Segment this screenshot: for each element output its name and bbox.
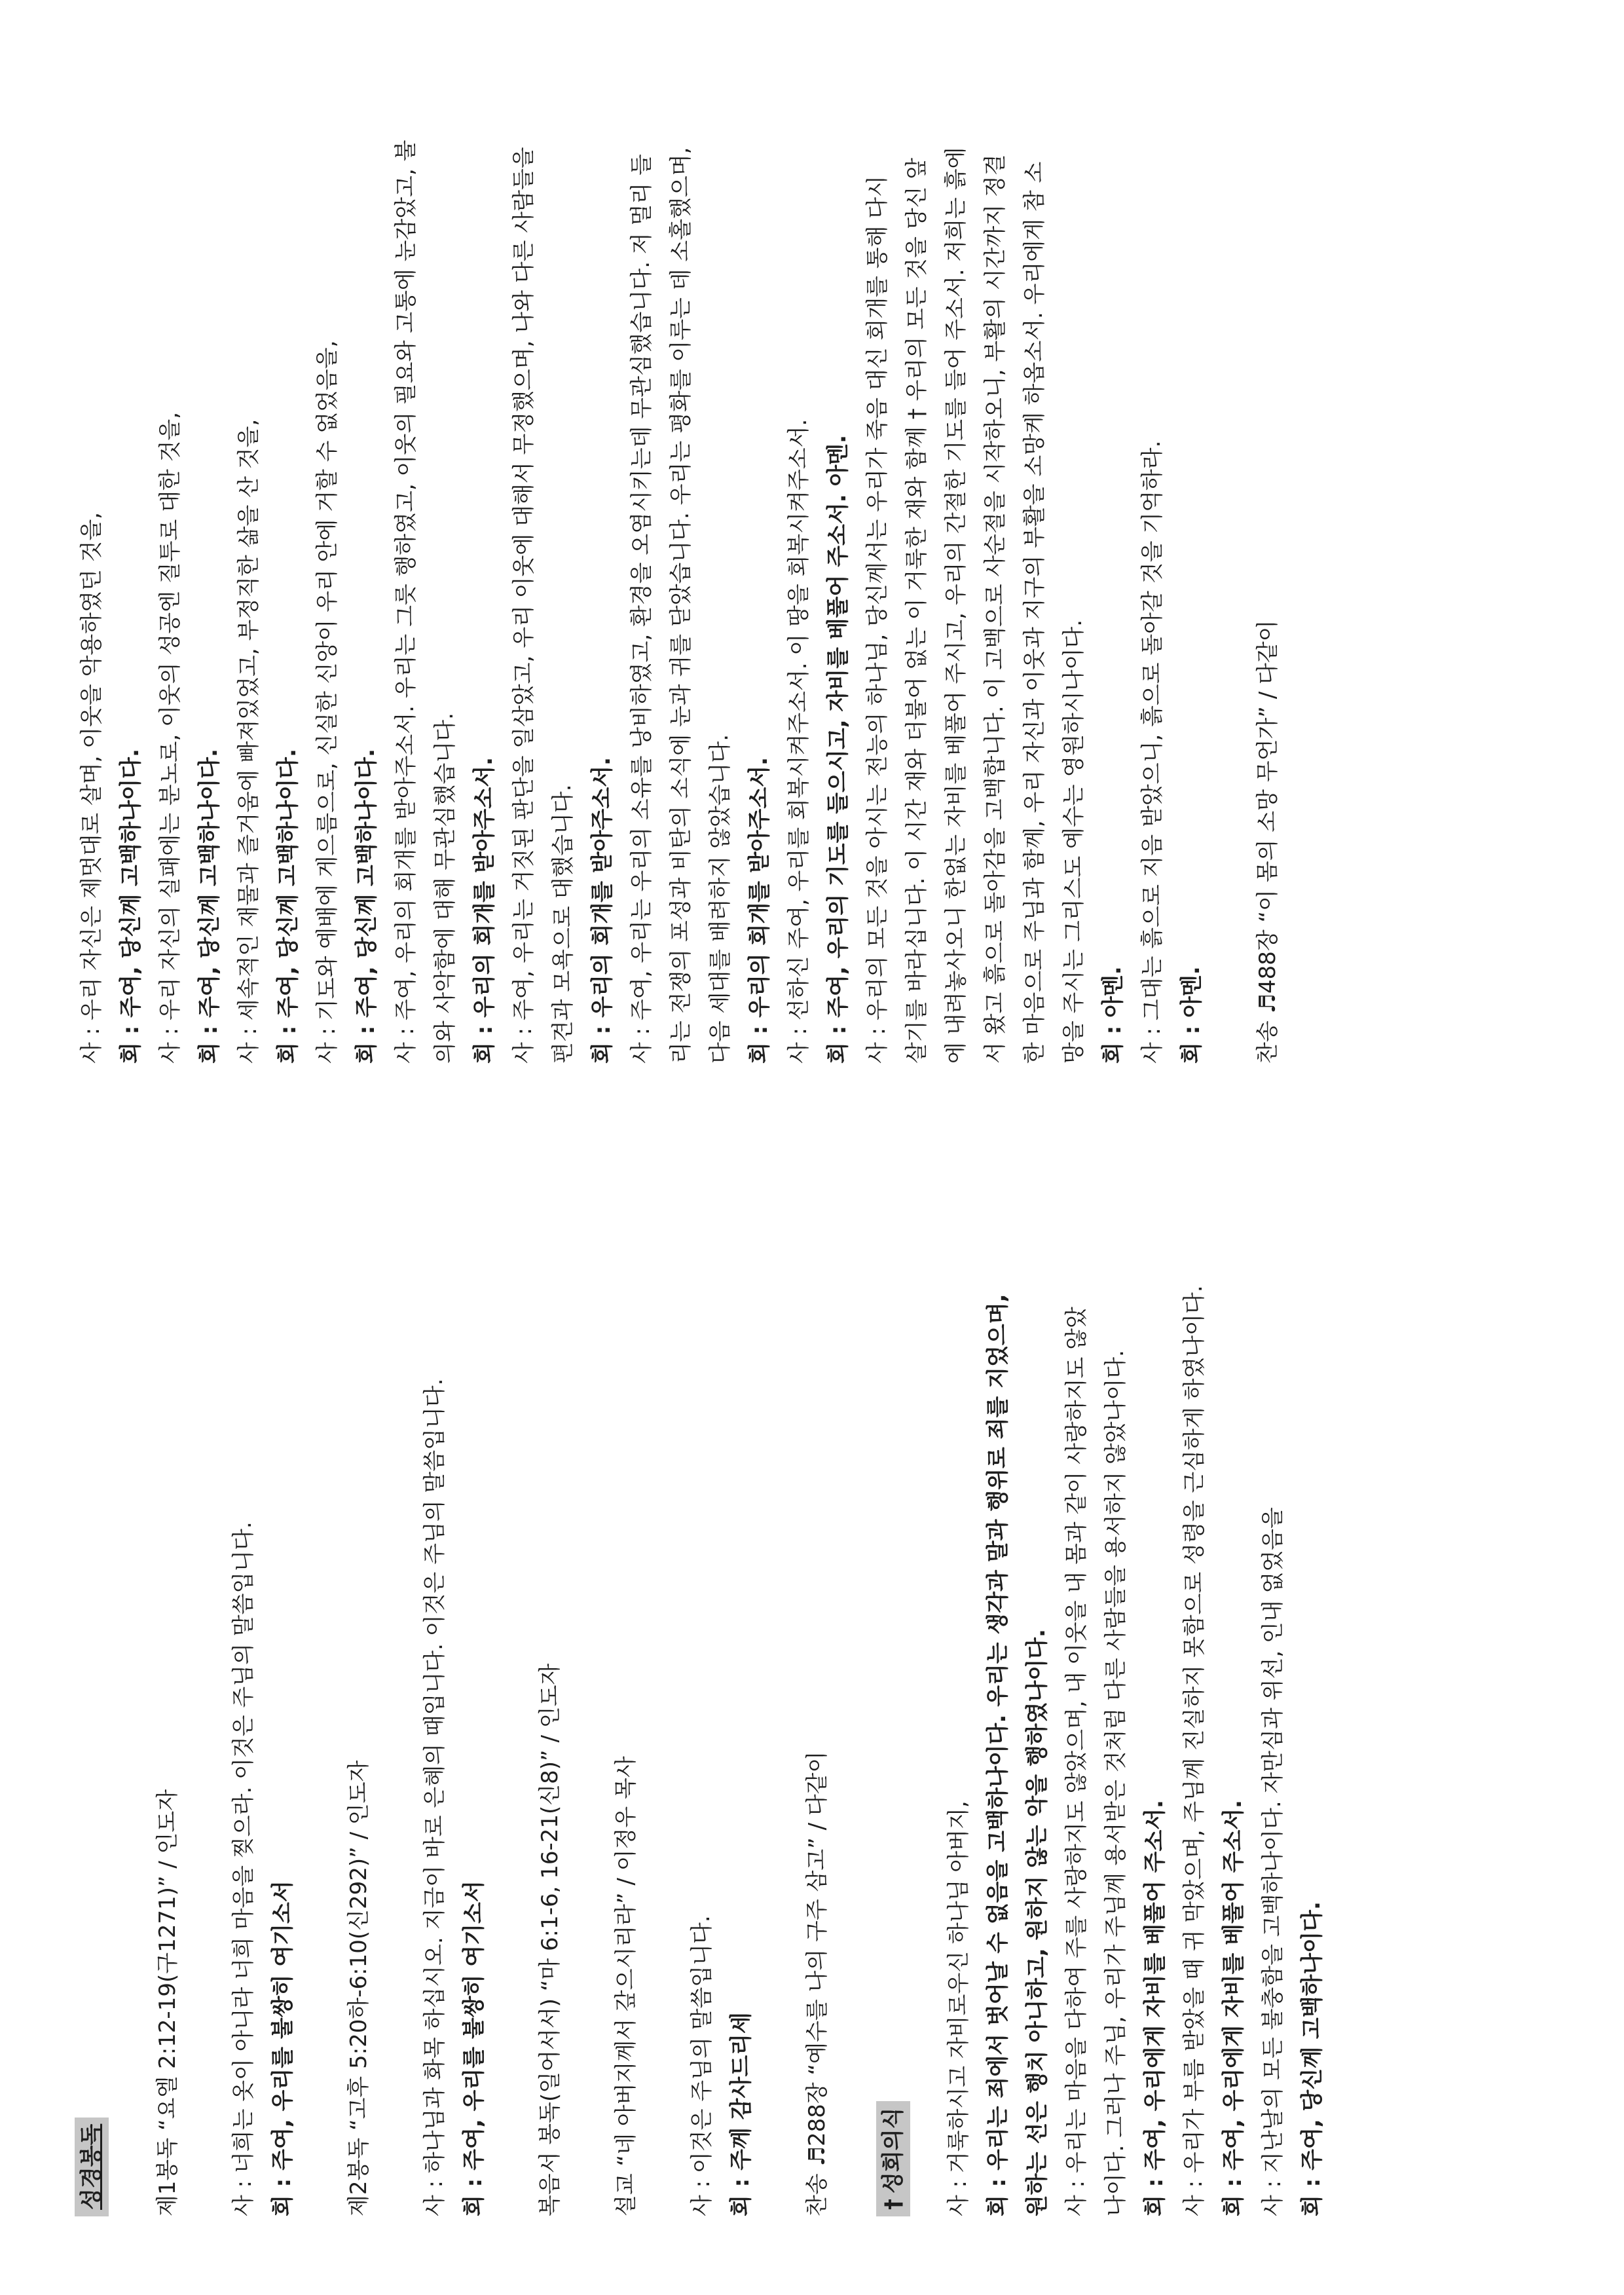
confession-line: 회 : 주여, 우리의 기도를 들으시고, 자비를 베풀어 주소서. 아멘. bbox=[825, 434, 851, 1064]
right-column bbox=[72, 42, 1287, 1064]
rite-line: 회 : 주여, 우리에게 자비를 베풀어 주소서. bbox=[1221, 1800, 1247, 2216]
rite-line: 사 : 우리는 마음을 다하여 주를 사랑하지도 않았으며, 내 이웃을 내 몸과 같이 사랑하지도 않았 bbox=[1063, 1307, 1090, 2216]
section-heading-ash-rite-label: 성회의식 bbox=[880, 2107, 906, 2193]
section-heading-ash-rite bbox=[876, 2101, 910, 2216]
confession-line: 회 : 주여, 당신께 고백하나이다. bbox=[196, 749, 223, 1064]
absolution-line: 서 왔고 흙으로 돌아감을 고백합니다. 이 고백으로 사순절을 시작하오니, 부활의 시간까지 정결 bbox=[982, 154, 1008, 1064]
ash-imposition-line: 사 : 그대는 흙으로 지음 받았으니, 흙으로 돌아갈 것을 기억하라. bbox=[1139, 440, 1166, 1064]
confession-line: 사 : 주여, 우리는 우리의 소유를 낭비하였고, 환경을 오염시키는데 무관심했습니다. 저 멀리 들 bbox=[629, 154, 655, 1064]
confession-line: 의와 사악함에 대해 무관심했습니다. bbox=[432, 713, 458, 1064]
reading1-title: 제1봉독 “요엘 2:12-19(구1271)” / 인도자 bbox=[155, 1789, 181, 2216]
confession-line: 사 : 우리 자신은 제멋대로 살며, 이웃을 악용하였던 것을, bbox=[79, 512, 105, 1064]
confession-line: 편견과 모욕으로 대했습니다. bbox=[550, 784, 576, 1064]
rite-line: 사 : 우리가 부름 받았을 때 귀 막았으며, 주님께 진실하지 못함으로 성령을 근심하게 하였나이다. bbox=[1181, 1285, 1208, 2216]
reading2-title: 제2봉독 “고후 5:20하-6:10(신292)” / 인도자 bbox=[346, 1760, 372, 2216]
confession-line: 회 : 주여, 당신께 고백하나이다. bbox=[354, 749, 380, 1064]
confession-line: 회 : 주여, 당신께 고백하나이다. bbox=[118, 749, 144, 1064]
confession-line: 사 : 주여, 우리는 거짓된 판단을 일삼았고, 우리 이웃에 대해서 무정했으며, 나와 다른 사람들을 bbox=[511, 147, 537, 1064]
gospel-leader: 사 : 이것은 주님의 말씀입니다. bbox=[689, 1915, 715, 2216]
confession-line: 사 : 주여, 우리의 회개를 받아주소서. 우리는 그릇 행하였고, 이웃의 필요와 고통에 눈감았고, 불 bbox=[393, 140, 419, 1064]
rite-line: 나이다. 그러나 주님, 우리가 주님께 용서받은 것처럼 다른 사람들을 용서하지 않았나이다. bbox=[1103, 1350, 1129, 2216]
hymn-288: 찬송 ♬288장 “예수를 나의 구주 삼고” / 다같이 bbox=[804, 1751, 830, 2216]
confession-line: 회 : 우리의 회개를 받아주소서. bbox=[747, 757, 773, 1064]
rite-line: 원하는 선은 행치 아니하고, 원하지 않는 악을 행하였나이다. bbox=[1024, 1629, 1050, 2216]
cross-icon: † bbox=[880, 2199, 906, 2210]
reading1-response: 회 : 주여, 우리를 불쌍히 여기소서 bbox=[270, 1880, 296, 2216]
section-heading-scripture: 성경봉독 bbox=[75, 2118, 109, 2216]
confession-line: 사 : 세속적인 재물과 즐거움에 빠져있었고, 부정직한 삶을 산 것을, bbox=[236, 419, 262, 1064]
confession-line: 사 : 선하신 주여, 우리를 회복시켜주소서. 이 땅을 회복시켜주소서. bbox=[786, 419, 812, 1064]
confession-line: 회 : 우리의 회개를 받아주소서. bbox=[589, 757, 616, 1064]
sermon-title: 설교 “네 아버지께서 갚으시리라” / 이정우 목사 bbox=[613, 1756, 639, 2216]
absolution-line: 망을 주시는 그리스도 예수는 영원하시나이다. bbox=[1061, 619, 1087, 1064]
reading1-leader: 사 : 너희는 옷이 아니라 너희 마음을 찢으라. 이것은 주님의 말씀입니다. bbox=[231, 1521, 257, 2216]
reading2-response: 회 : 주여, 우리를 불쌍히 여기소서 bbox=[461, 1880, 487, 2216]
confession-line: 리는 전쟁의 포성과 비탄의 소식에 눈과 귀를 닫았습니다. 우리는 평화를 이루는 데 소홀했으며, bbox=[668, 147, 694, 1064]
confession-line: 사 : 기도와 예배에 게으름으로, 신실한 신앙이 우리 안에 거할 수 없었음을, bbox=[314, 340, 341, 1064]
absolution-line: 살기를 바라십니다. 이 시간 재와 더불어 없는 이 거룩한 재와 함께 † 우리의 모든 것을 당신 앞 bbox=[904, 157, 930, 1064]
left-column bbox=[72, 1208, 1332, 2216]
confession-line: 회 : 주여, 당신께 고백하나이다. bbox=[275, 749, 301, 1064]
absolution-line: 사 : 우리의 모든 것을 아시는 전능의 하나님, 당신께서는 우리가 죽음 대신 회개를 통해 다시 bbox=[864, 176, 891, 1064]
rite-line: 회 : 주여, 우리에게 자비를 베풀어 주소서. bbox=[1142, 1800, 1168, 2216]
confession-line: 회 : 우리의 회개를 받아주소서. bbox=[471, 757, 498, 1064]
hymn-488: 찬송 ♬488장 “이 몸의 소망 무언가” / 다같이 bbox=[1255, 620, 1281, 1064]
confession-line: 사 : 우리 자신의 실패에는 분노로, 이웃의 성공엔 질투로 대한 것을, bbox=[157, 411, 183, 1064]
rite-line: 회 : 주여, 당신께 고백하나이다. bbox=[1299, 1901, 1325, 2216]
confession-line: 다음 세대를 배려하지 않았습니다. bbox=[707, 734, 733, 1064]
gospel-response: 회 : 주께 감사드리세 bbox=[728, 2012, 754, 2216]
absolution-line: 한 마음으로 주님과 함께, 우리 자신과 이웃과 지구의 부활을 소망케 하옵소서. 우리에게 참 소 bbox=[1022, 161, 1048, 1064]
amen-response: 회 : 아멘. bbox=[1179, 966, 1205, 1064]
gospel-reading-title: 복음서 봉독(일어서서) “마 6:1-6, 16-21(신8)” / 인도자 bbox=[537, 1663, 563, 2216]
absolution-line: 에 내려놓사오니 한없는 자비를 베풀어 주시고, 우리의 간절한 기도를 들어 주소서. 저희는 흙에 bbox=[943, 147, 969, 1064]
amen-response: 회 : 아멘. bbox=[1100, 966, 1126, 1064]
rite-line: 회 : 우리는 죄에서 벗어날 수 없음을 고백하나이다. 우리는 생각과 말과 행위로 죄를 지었으며, bbox=[985, 1294, 1011, 2216]
reading2-leader: 사 : 하나님과 화목 하십시오. 지금이 바로 은혜의 때입니다. 이것은 주님의 말씀입니다. bbox=[422, 1378, 448, 2216]
rite-line: 사 : 거룩하시고 자비로우신 하나님 아버지, bbox=[946, 1801, 972, 2216]
rite-line: 사 : 지난날의 모든 불충함을 고백하나이다. 자만심과 위선, 인내 없었음을 bbox=[1260, 1507, 1286, 2216]
